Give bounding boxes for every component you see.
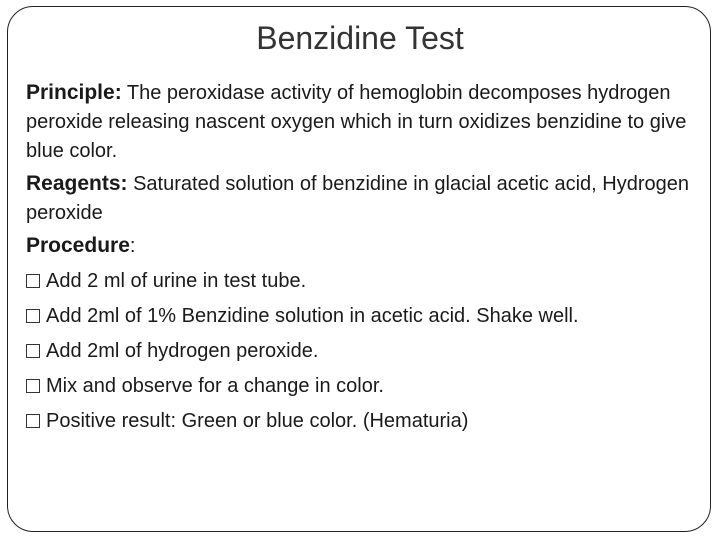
- step-text: Add 2ml of hydrogen peroxide.: [46, 340, 319, 362]
- step-text: Mix and observe for a change in color.: [46, 375, 384, 397]
- slide-title: Benzidine Test: [256, 20, 464, 56]
- checkbox-bullet-icon: [26, 414, 40, 428]
- reagents-paragraph: [26, 169, 706, 228]
- reagents-text: Saturated solution of benzidine in glacial acetic acid, Hydrogen peroxide: [26, 173, 689, 224]
- procedure-step: [26, 407, 706, 436]
- step-text: Positive result: Green or blue color. (Hematuria): [46, 410, 469, 432]
- slide-body: [26, 78, 706, 436]
- procedure-colon: :: [129, 235, 136, 257]
- procedure-step: [26, 267, 706, 296]
- principle-paragraph: [26, 78, 706, 166]
- checkbox-bullet-icon: [26, 379, 40, 393]
- principle-label: Principle:: [26, 81, 122, 104]
- step-text: Add 2 ml of urine in test tube.: [46, 270, 307, 292]
- checkbox-bullet-icon: [26, 309, 40, 323]
- procedure-step: [26, 372, 706, 401]
- procedure-step: [26, 337, 706, 366]
- checkbox-bullet-icon: [26, 274, 40, 288]
- principle-text: The peroxidase activity of hemoglobin decomposes hydrogen peroxide releasing nascent oxygen which in turn oxidizes benzidine to give blue color.: [26, 82, 687, 162]
- checkbox-bullet-icon: [26, 344, 40, 358]
- step-text: Add 2ml of 1% Benzidine solution in acetic acid. Shake well.: [46, 305, 579, 327]
- procedure-step: [26, 302, 706, 331]
- reagents-label: Reagents:: [26, 172, 128, 195]
- procedure-heading: [26, 231, 706, 261]
- procedure-label: Procedure: [26, 234, 130, 257]
